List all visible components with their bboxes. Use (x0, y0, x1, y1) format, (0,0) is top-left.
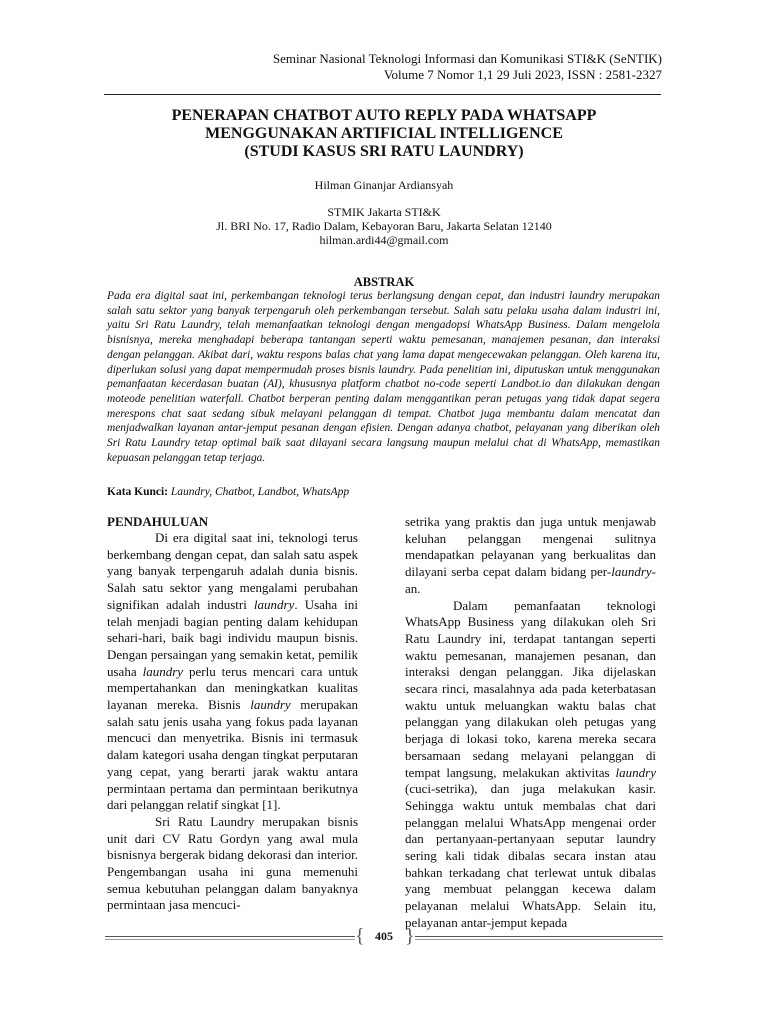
footer-rule-right-thin (415, 939, 663, 940)
page-footer (105, 925, 663, 949)
page-number: 405 (375, 929, 393, 943)
running-header-volume: Volume 7 Nomor 1,1 29 Juli 2023, ISSN : 2581-2327 (383, 67, 662, 82)
title-line-2: MENGGUNAKAN ARTIFICIAL INTELLIGENCE (205, 125, 563, 142)
keywords-value: Laundry, Chatbot, Landbot, WhatsApp (170, 486, 350, 498)
author-name: Hilman Ginanjar Ardiansyah (314, 178, 454, 192)
section-heading: PENDAHULUAN (107, 514, 209, 529)
intro-paragraph-2: Sri Ratu Laundry merupakan bisnis unit dari CV Ratu Gordyn yang awal mula bisnisnya bergerak bidang dekorasi dan interior. Pengembangan usaha ini guna memenuhi semua kebutuhan pelanggan dalam banyaknya permintaan jasa mencuci- (107, 813, 358, 913)
left-column (107, 514, 358, 914)
author-email: hilman.ardi44@gmail.com (319, 233, 449, 247)
footer-rule-left (105, 936, 355, 937)
footer-rule-left-thin (105, 939, 355, 940)
footer-brace-left-icon: { (355, 925, 365, 947)
intro-paragraph-continued: setrika yang praktis dan juga untuk menjawab keluhan pelanggan mengenai sulitnya mendapatkan pelayanan yang berkualitas dan dilayani serba cepat dalam bidang per-laundry-an. (405, 514, 656, 596)
header-rule (104, 94, 661, 95)
intro-paragraph-3: Dalam pemanfaatan teknologi WhatsApp Business yang dilakukan oleh Sri Ratu Laundry ini, terdapat tantangan seperti waktu pemesanan, manajemen pesanan, dan interaksi dengan pelanggan. Jika dijelaskan secara rinci, masalahnya ada pada keterbatasan waktu untuk meluangkan waktu balas chat pelanggan yang dilakukan oleh petugas yang berjaga di lokasi toko, karena mereka secara bersamaan sedang melayani pelanggan di tempat langsung, melakukan aktivitas laundry (cuci-setrika), dan juga melakukan kasir. Sehingga waktu untuk membalas chat dari pelanggan melalui WhatsApp mengenai order dan pertanyaan-pertanyaan seputar laundry sering kali tidak dibalas secara instan atau bahkan terkadang chat terlewat untuk dibalas yang membuat pelanggan kecewa dalam pelayanan melalui WhatsApp. Selain itu, pelayanan antar-jemput kepada (405, 597, 656, 930)
footer-rule-right (415, 936, 663, 937)
affiliation-address: Jl. BRI No. 17, Radio Dalam, Kebayoran Baru, Jakarta Selatan 12140 (216, 219, 552, 233)
affiliation-institution: STMIK Jakarta STI&K (327, 205, 441, 219)
keywords (107, 486, 349, 498)
intro-paragraph-1: Di era digital saat ini, teknologi terus berkembang dengan cepat, dan salah satu aspek yang banyak terpengaruh adalah dunia bisnis. Salah satu sektor yang mengalami perubahan signifikan adalah industri laundry. Usaha ini telah menjadi bagian penting dalam kehidupan sehari-hari, baik bagi individu maupun bisnis. Dengan persaingan yang semakin ketat, pemilik usaha laundry perlu terus mencari cara untuk mempertahankan dan meningkatkan kualitas layanan mereka. Bisnis laundry merupakan salah satu jenis usaha yang fokus pada layanan mencuci dan menyetrika. Bisnis ini termasuk dalam kategori usaha dengan tingkat perputaran yang cepat, yang berarti jarak waktu antara permintaan pertama dan permintaan berikutnya dari pelanggan relatif singkat [1]. (107, 530, 358, 813)
abstract-text: Pada era digital saat ini, perkembangan teknologi terus berlangsung dengan cepat, dan industri laundry merupakan salah satu sektor yang banyak terpengaruh oleh perkembangan tersebut. Salah satu pelaku usaha dalam industri ini, yaitu Sri Ratu Laundry, telah memanfaatkan teknologi dengan mengadopsi WhatsApp Business. Dalam mengelola bisnisnya, mereka menghadapi beberapa tantangan seperti waktu pemesanan, manajemen pesanan, dan interaksi dengan pelanggan. Akibat dari, waktu respons balas chat yang lama dapat mengecewakan pelanggan. Oleh karena itu, diperlukan solusi yang dapat mempermudah proses bisnis laundry. Pada penelitian ini, diputuskan untuk menggunakan pemanfaatan kecerdasan buatan (AI), khususnya platform chatbot no-code seperti Landbot.io dan dilakukan dengan moteode penelitian waterfall. Chatbot berperan penting dalam menggantikan peran petugas yang tidak dapat segera merespons chat saat sedang sibuk melayani pelanggan di tempat. Chatbot juga membantu dalam mencatat dan menjadwalkan layanan antar-jemput pesanan dengan efisien. Dengan adanya chatbot, pelayanan yang diberikan oleh Sri Ratu Laundry tetap optimal baik saat dilayani secara langsung maupun melalui chat di WhatsApp, memastikan kepuasan pelanggan tetap terjaga. (107, 290, 660, 464)
running-header-conference: Seminar Nasional Teknologi Informasi dan Komunikasi STI&K (SeNTIK) (272, 51, 662, 66)
keywords-label: Kata Kunci: (107, 486, 169, 498)
right-column (405, 514, 656, 932)
title-line-1: PENERAPAN CHATBOT AUTO REPLY PADA WHATSAPP (171, 107, 597, 124)
paper-title (100, 107, 668, 161)
title-line-3: (STUDI KASUS SRI RATU LAUNDRY) (244, 143, 524, 160)
abstract-heading: ABSTRAK (353, 275, 415, 289)
footer-brace-right-icon: } (405, 925, 415, 947)
